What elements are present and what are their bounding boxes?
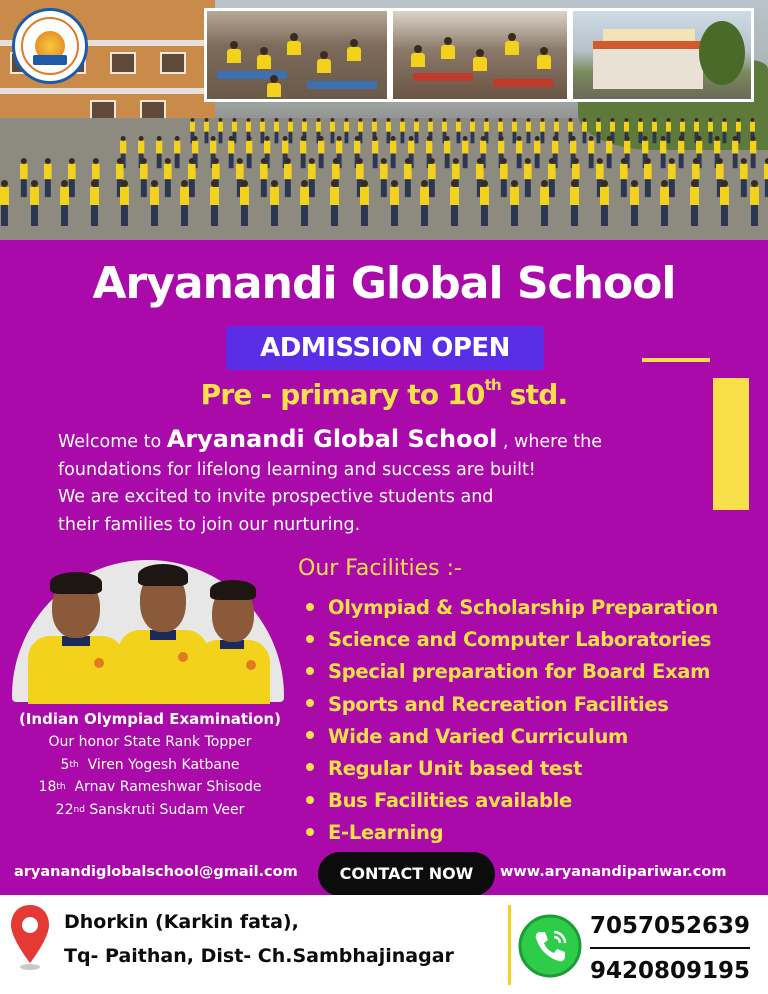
phone-number-2[interactable]: 9420809195 <box>590 958 751 984</box>
grades-range: Pre - primary to 10th std. <box>200 376 568 411</box>
bullet-icon <box>306 731 314 739</box>
list-item: Wide and Varied Curriculum <box>306 723 718 755</box>
topper-item: 18th Arnav Rameshwar Shisode <box>38 779 262 795</box>
bullet-icon <box>306 796 314 804</box>
welcome-school-name: Aryanandi Global School <box>166 425 498 453</box>
topper-item: 22nd Sanskruti Sudam Veer <box>55 801 245 818</box>
contact-now-button[interactable]: CONTACT NOW <box>318 852 495 896</box>
list-item: Special preparation for Board Exam <box>306 658 718 690</box>
address-line-2: Tq- Paithan, Dist- Ch.Sambhajinagar <box>64 945 454 967</box>
topper-photo-2 <box>118 556 208 704</box>
list-item: Sports and Recreation Facilities <box>306 691 718 723</box>
bullet-icon <box>306 828 314 836</box>
location-pin-icon <box>8 903 52 971</box>
email-link[interactable]: aryanandiglobalschool@gmail.com <box>14 864 298 880</box>
bullet-icon <box>306 603 314 611</box>
olympiad-toppers <box>0 710 300 821</box>
olympiad-subheading: Our honor State Rank Topper <box>48 734 252 750</box>
topper-item: 5th Viren Yogesh Katbane <box>60 756 240 773</box>
phone-icon <box>518 914 582 978</box>
bullet-icon <box>306 667 314 675</box>
welcome-text: Welcome to Aryanandi Global School , where the foundations for lifelong learning and success are built! We are excited to invite prospective students and their families to join our nurturing. <box>58 425 603 535</box>
list-item: Science and Computer Laboratories <box>306 626 718 658</box>
school-front-photo <box>570 8 754 102</box>
phone-separator <box>590 947 750 949</box>
phone-numbers <box>590 906 750 991</box>
topper-photo-3 <box>196 576 270 704</box>
address-line-1: Dhorkin (Karkin fata), <box>64 911 299 933</box>
bullet-icon <box>306 635 314 643</box>
list-item: Regular Unit based test <box>306 755 718 787</box>
facilities-heading: Our Facilities :- <box>298 556 462 581</box>
website-link[interactable]: www.aryanandipariwar.com <box>500 864 727 880</box>
address <box>64 905 454 973</box>
list-item: E-Learning <box>306 819 718 851</box>
topper-photo-1 <box>26 566 126 704</box>
header-photo-collage <box>0 0 768 240</box>
phone-number-1[interactable]: 7057052639 <box>590 913 751 939</box>
classroom-photo-2 <box>390 8 570 102</box>
students-assembly-image <box>0 118 768 230</box>
page-title: Aryanandi Global School <box>92 258 676 309</box>
bullet-icon <box>306 763 314 771</box>
list-item: Bus Facilities available <box>306 787 718 819</box>
footer-divider <box>508 905 511 985</box>
olympiad-heading: (Indian Olympiad Examination) <box>18 710 282 728</box>
list-item: Olympiad & Scholarship Preparation <box>306 594 718 626</box>
facilities-list <box>306 594 718 852</box>
school-logo <box>12 8 88 84</box>
classroom-photo-1 <box>204 8 390 102</box>
decorative-line <box>642 358 710 362</box>
admission-open-badge: ADMISSION OPEN <box>226 326 544 370</box>
bullet-icon <box>306 699 314 707</box>
